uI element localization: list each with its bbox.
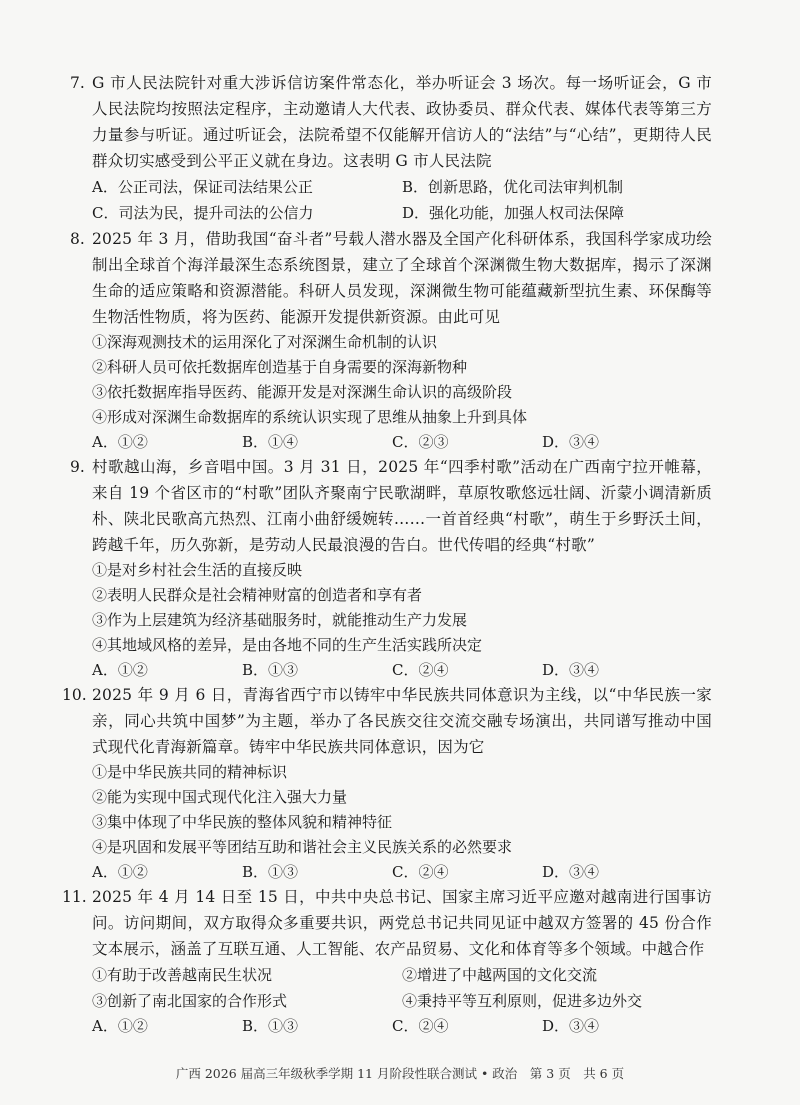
statement-3: ③依托数据库指导医药、能源开发是对深渊生命认识的高级阶段 — [92, 383, 513, 401]
statement-2: ②表明人民群众是社会精神财富的创造者和享有者 — [92, 586, 423, 604]
statement-3: ③创新了南北国家的合作形式 — [92, 992, 288, 1010]
option-b[interactable]: B．①④ — [242, 433, 299, 451]
option-b[interactable]: B．①③ — [242, 863, 299, 881]
option-c[interactable]: C．②④ — [392, 863, 449, 881]
statement-row — [92, 962, 712, 988]
answer-options — [92, 860, 712, 885]
question-number: 7. — [70, 74, 85, 92]
question-number: 8. — [70, 230, 85, 248]
question-stem: 2025 年 3 月，借助我国“奋斗者”号载人潜水器及全国产化科研体系，我国科学家成功绘制出全球首个海洋最深生态系统图景，建立了全球首个深渊微生物大数据库，揭示了深渊生命的适应策略和资源潜能。科研人员发现，深渊微生物可能蕴藏新型抗生素、环保酶等生物活性物质，将为医药、能源开发提供新资源。由此可见 — [92, 230, 712, 326]
answer-options — [92, 200, 712, 226]
page-footer: 广西 2026 届高三年级秋季学期 11 月阶段性联合测试 • 政治 第 3 页 共 6 页 — [175, 1066, 625, 1081]
question-stem: G 市人民法院针对重大涉诉信访案件常态化，举办听证会 3 场次。每一场听证会，G 市人民法院均按照法定程序，主动邀请人大代表、政协委员、群众代表、媒体代表等第三方力量参与听证。通过听证会，法院希望不仅能解开信访人的“法结”与“心结”，更期待人民群众切实感受到公平正义就在身边。这表明 G 市人民法院 — [92, 74, 712, 170]
question-stem: 2025 年 4 月 14 日至 15 日，中共中央总书记、国家主席习近平应邀对越南进行国事访问。访问期间，双方取得众多重要共识，两党总书记共同见证中越双方签署的 45 份合作文本展示，涵盖了互联互通、人工智能、农产品贸易、文化和体育等多个领域。中越合作 — [92, 888, 712, 958]
option-c[interactable]: C．②③ — [392, 433, 449, 451]
answer-options — [92, 1014, 712, 1039]
question-9 — [70, 454, 712, 683]
statement-1: ①是中华民族共同的精神标识 — [92, 763, 288, 781]
option-b[interactable]: B．创新思路，优化司法审判机制 — [402, 178, 624, 196]
option-d[interactable]: D．③④ — [542, 661, 600, 679]
statement-4: ④秉持平等互利原则，促进多边外交 — [402, 992, 643, 1010]
statement-1: ①深海观测技术的运用深化了对深渊生命机制的认识 — [92, 333, 438, 351]
option-a[interactable]: A．①② — [92, 433, 148, 451]
statement-2: ②增进了中越两国的文化交流 — [402, 966, 598, 984]
option-d[interactable]: D．③④ — [542, 1017, 600, 1035]
option-a[interactable]: A．①② — [92, 863, 148, 881]
question-7 — [70, 70, 712, 226]
question-number: 11. — [62, 888, 87, 906]
statement-4: ④是巩固和发展平等团结互助和谐社会主义民族关系的必然要求 — [92, 838, 513, 856]
question-8 — [70, 226, 712, 455]
statement-row — [92, 988, 712, 1014]
question-number: 10. — [62, 686, 87, 704]
option-c[interactable]: C．司法为民，提升司法的公信力 — [92, 204, 314, 222]
option-c[interactable]: C．②④ — [392, 1017, 449, 1035]
question-stem: 2025 年 9 月 6 日，青海省西宁市以铸牢中华民族共同体意识为主线，以“中华民族一家亲，同心共筑中国梦”为主题，举办了各民族交往交流交融专场演出，共同谱写推动中国式现代化青海新篇章。铸牢中华民族共同体意识，因为它 — [92, 686, 712, 756]
option-a[interactable]: A．①② — [92, 1017, 148, 1035]
statement-1: ①是对乡村社会生活的直接反映 — [92, 561, 303, 579]
statement-4: ④形成对深渊生命数据库的系统认识实现了思维从抽象上升到具体 — [92, 408, 528, 426]
question-10 — [62, 682, 712, 885]
question-stem: 村歌越山海，乡音唱中国。3 月 31 日，2025 年“四季村歌”活动在广西南宁拉开帷幕，来自 19 个省区市的“村歌”团队齐聚南宁民歌湖畔，草原牧歌悠远壮阔、沂蒙小调清新质朴、陕北民歌高亢热烈、江南小曲舒缓婉转……一首首经典“村歌”，萌生于乡野沃土间，跨越千年，历久弥新，是劳动人民最浪漫的告白。世代传唱的经典“村歌” — [92, 458, 712, 554]
option-a[interactable]: A．①② — [92, 661, 148, 679]
option-c[interactable]: C．②④ — [392, 661, 449, 679]
option-d[interactable]: D．强化功能，加强人权司法保障 — [402, 204, 625, 222]
statement-4: ④其地域风格的差异，是由各地不同的生产生活实践所决定 — [92, 636, 483, 654]
question-number: 9. — [70, 458, 85, 476]
statement-2: ②能为实现中国式现代化注入强大力量 — [92, 788, 348, 806]
option-d[interactable]: D．③④ — [542, 863, 600, 881]
answer-options — [92, 430, 712, 455]
question-11 — [62, 884, 712, 1039]
option-d[interactable]: D．③④ — [542, 433, 600, 451]
statement-3: ③集中体现了中华民族的整体风貌和精神特征 — [92, 813, 393, 831]
option-b[interactable]: B．①③ — [242, 661, 299, 679]
statement-1: ①有助于改善越南民生状况 — [92, 966, 273, 984]
option-a[interactable]: A．公正司法，保证司法结果公正 — [92, 178, 313, 196]
option-b[interactable]: B．①③ — [242, 1017, 299, 1035]
statement-3: ③作为上层建筑为经济基础服务时，就能推动生产力发展 — [92, 611, 468, 629]
statement-2: ②科研人员可依托数据库创造基于自身需要的深海新物种 — [92, 358, 468, 376]
answer-options — [92, 658, 712, 683]
answer-options — [92, 174, 712, 200]
